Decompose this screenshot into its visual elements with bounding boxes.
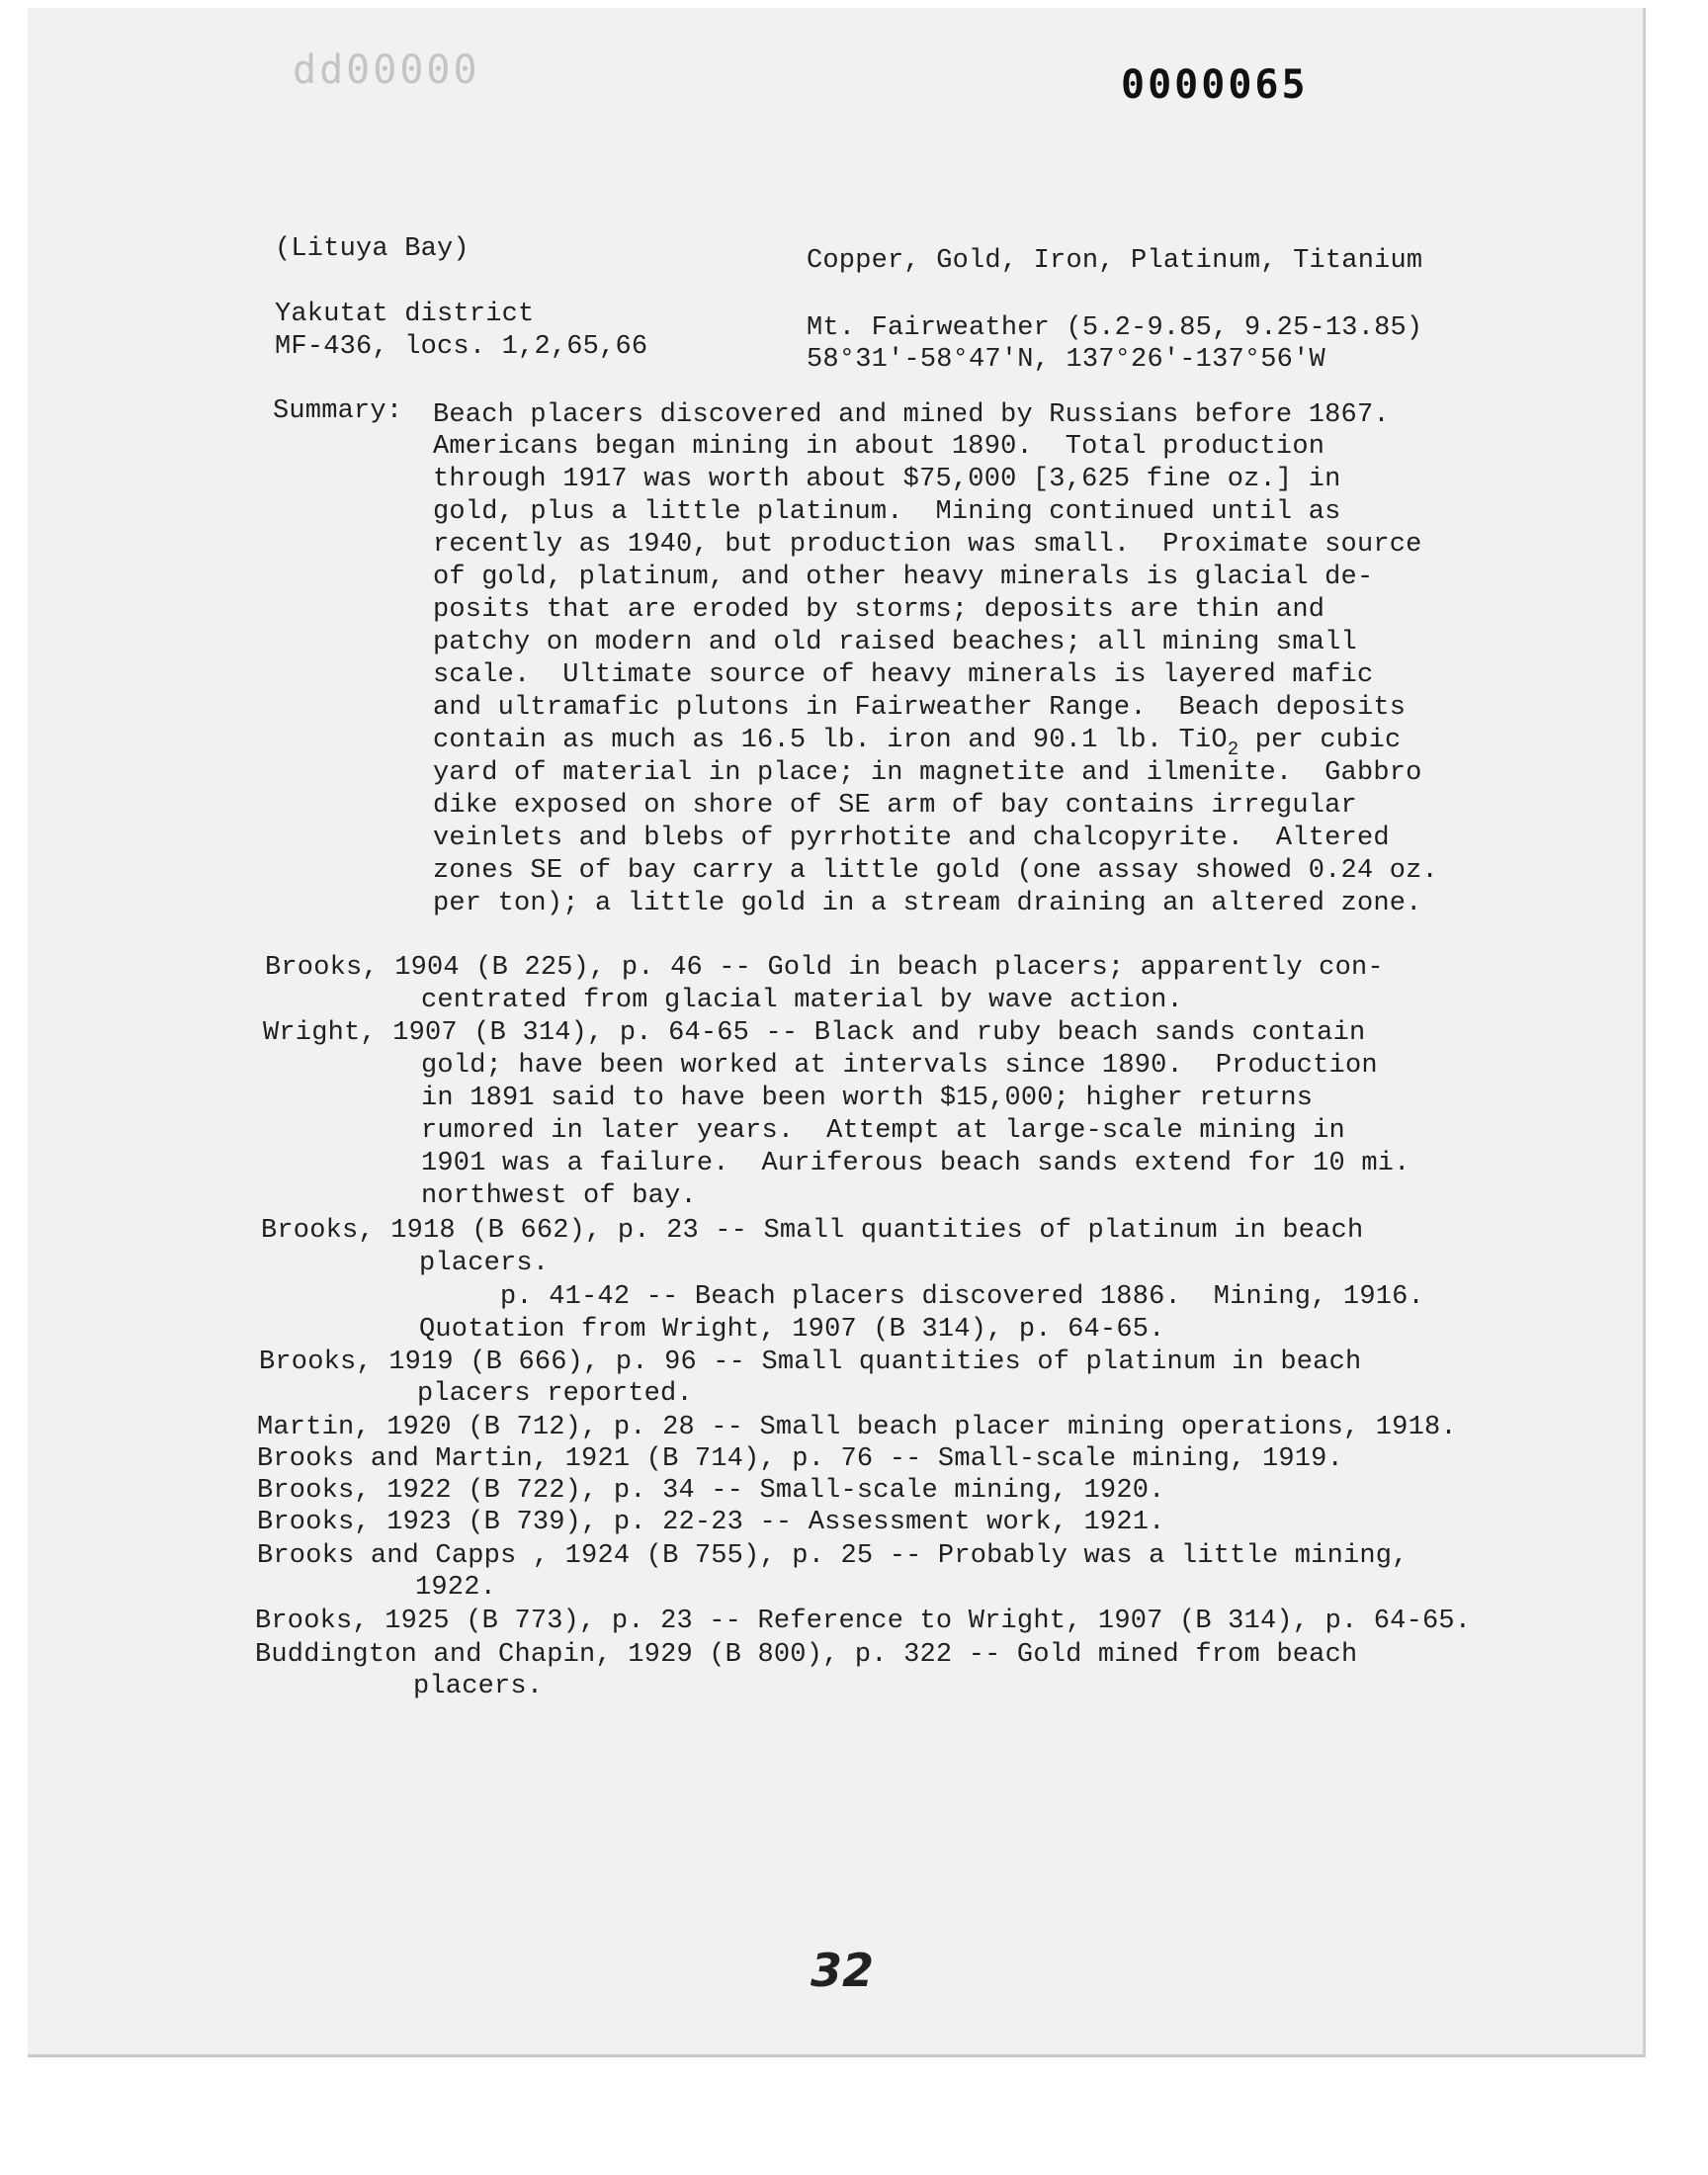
reference-continuation: placers. [413,1672,544,1701]
quadrangle: Mt. Fairweather (5.2-9.85, 9.25-13.85) [807,313,1423,343]
district: Yakutat district [275,300,535,329]
summary-line: recently as 1940, but production was small. Proximate source [433,530,1422,560]
summary-line: zones SE of bay carry a little gold (one assay showed 0.24 oz. [433,856,1438,886]
summary-line: Americans began mining in about 1890. Total production [433,432,1325,462]
summary-line: Beach placers discovered and mined by Russians before 1867. [433,400,1390,430]
reference-continuation: in 1891 said to have been worth $15,000; higher returns [421,1084,1314,1113]
reference-entry: Buddington and Chapin, 1929 (B 800), p. 322 -- Gold mined from beach [255,1640,1358,1670]
reference-entry: Brooks and Martin, 1921 (B 714), p. 76 -- Small-scale mining, 1919. [257,1444,1343,1474]
reference-continuation: placers. [419,1249,550,1278]
reference-continuation: placers reported. [417,1379,693,1409]
reference-entry: Brooks, 1919 (B 666), p. 96 -- Small quantities of platinum in beach [259,1348,1362,1377]
map-reference: MF-436, locs. 1,2,65,66 [275,332,648,362]
coordinates: 58°31'-58°47'N, 137°26'-137°56'W [807,345,1325,375]
reference-entry: Brooks and Capps , 1924 (B 755), p. 25 -- Probably was a little mining, [257,1541,1409,1571]
summary-line: veinlets and blebs of pyrrhotite and chalcopyrite. Altered [433,824,1390,853]
tio2-subscript: 2 [1227,739,1239,760]
handwritten-page-number: 32 [811,1944,875,1997]
summary-line: yard of material in place; in magnetite and ilmenite. Gabbro [433,758,1422,788]
reference-continuation: 1901 was a failure. Auriferous beach sands extend for 10 mi. [421,1149,1410,1178]
summary-label: Summary: [273,396,403,426]
reference-continuation: gold; have been worked at intervals since 1890. Production [421,1051,1378,1081]
reference-continuation: Quotation from Wright, 1907 (B 314), p. 64-65. [419,1315,1165,1345]
document-id-stamp: 0000065 [1121,62,1309,108]
reference-subentry: p. 41-42 -- Beach placers discovered 1886. Mining, 1916. [500,1282,1424,1312]
tio2-text-after: per cubic [1238,726,1402,755]
location-name: (Lituya Bay) [275,234,470,264]
summary-line: scale. Ultimate source of heavy minerals is layered mafic [433,660,1374,690]
summary-line: through 1917 was worth about $75,000 [3,625 fine oz.] in [433,465,1341,494]
reference-entry: Brooks, 1922 (B 722), p. 34 -- Small-scale mining, 1920. [257,1476,1165,1506]
summary-line: patchy on modern and old raised beaches; all mining small [433,628,1357,657]
reference-entry: Brooks, 1925 (B 773), p. 23 -- Reference to Wright, 1907 (B 314), p. 64-65. [255,1607,1472,1636]
summary-line: per ton); a little gold in a stream draining an altered zone. [433,889,1422,918]
reference-entry: Wright, 1907 (B 314), p. 64-65 -- Black and ruby beach sands contain [263,1018,1366,1048]
commodities: Copper, Gold, Iron, Platinum, Titanium [807,246,1423,276]
reference-entry: Martin, 1920 (B 712), p. 28 -- Small beach placer mining operations, 1918. [257,1413,1457,1442]
summary-line: of gold, platinum, and other heavy minerals is glacial de- [433,563,1374,592]
reference-continuation: rumored in later years. Attempt at large-scale mining in [421,1116,1345,1146]
faint-stamp-number: dd00000 [293,47,480,93]
tio2-text-before: contain as much as 16.5 lb. iron and 90.1 lb. TiO [433,726,1228,755]
summary-line: posits that are eroded by storms; deposits are thin and [433,595,1325,625]
reference-continuation: 1922. [415,1573,497,1603]
reference-continuation: northwest of bay. [421,1181,697,1211]
summary-line-tio2 [433,725,1402,760]
reference-entry: Brooks, 1923 (B 739), p. 22-23 -- Assessment work, 1921. [257,1508,1165,1537]
summary-line: dike exposed on shore of SE arm of bay contains irregular [433,791,1357,821]
reference-entry: Brooks, 1904 (B 225), p. 46 -- Gold in beach placers; apparently con- [265,953,1384,983]
summary-line: and ultramafic plutons in Fairweather Range. Beach deposits [433,693,1407,723]
summary-line: gold, plus a little platinum. Mining continued until as [433,497,1341,527]
reference-entry: Brooks, 1918 (B 662), p. 23 -- Small quantities of platinum in beach [261,1216,1364,1246]
document-page [28,8,1646,2057]
reference-continuation: centrated from glacial material by wave action. [421,986,1183,1015]
